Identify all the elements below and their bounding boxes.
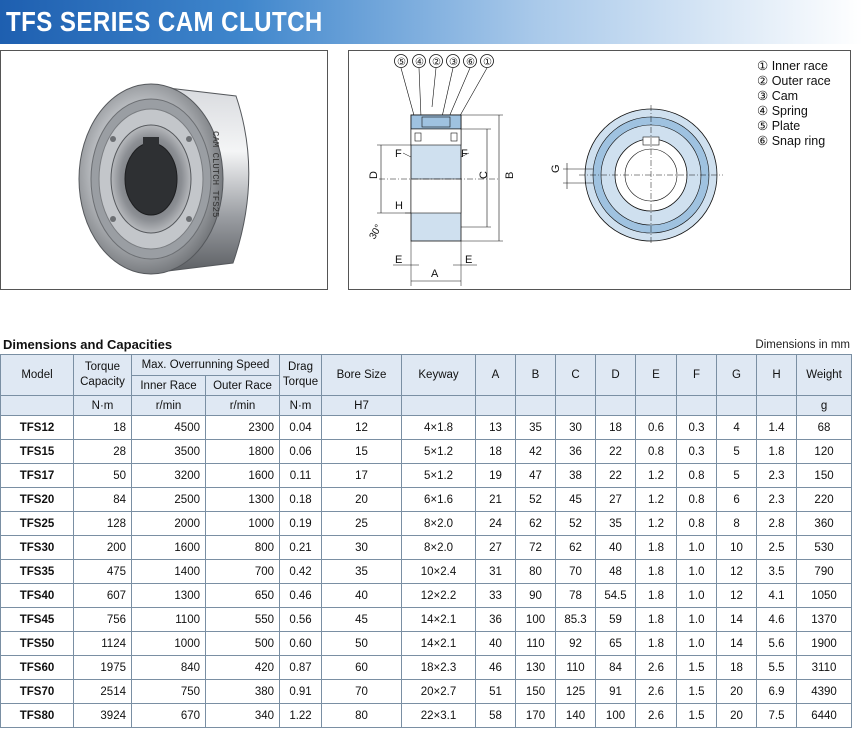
table-row [1,560,852,584]
value-cell: 4 [717,416,757,440]
value-cell: 90 [516,584,556,608]
value-cell: 18 [717,656,757,680]
model-cell: TFS45 [1,608,74,632]
unit-drag: N·m [280,396,322,416]
legend-item: ④ Spring [757,104,808,118]
value-cell: 35 [596,512,636,536]
value-cell: 30 [556,416,596,440]
value-cell: 35 [516,416,556,440]
unit-bore: H7 [322,396,402,416]
unit-E [636,396,677,416]
value-cell: 27 [596,488,636,512]
value-cell: 85.3 [556,608,596,632]
value-cell: 5 [717,464,757,488]
header-F: F [677,355,717,396]
value-cell: 0.21 [280,536,322,560]
value-cell: 1.4 [757,416,797,440]
value-cell: 14×2.1 [402,632,476,656]
value-cell: 27 [476,536,516,560]
value-cell: 17 [322,464,402,488]
legend-item: ⑥ Snap ring [757,134,826,148]
unit-torque: N·m [74,396,132,416]
dim-F-left: F [395,148,402,160]
model-cell: TFS80 [1,704,74,728]
value-cell: 0.8 [677,488,717,512]
photo-engraving: CAM CLUTCH TFS25 [210,131,220,218]
value-cell: 790 [797,560,852,584]
table-row [1,584,852,608]
value-cell: 0.6 [636,416,677,440]
value-cell: 1.2 [636,464,677,488]
callout-5: ⑤ [397,57,406,68]
header-B: B [516,355,556,396]
unit-C [556,396,596,416]
value-cell: 2300 [206,416,280,440]
value-cell: 62 [516,512,556,536]
table-body [1,416,852,728]
legend-item: ③ Cam [757,89,799,103]
value-cell: 58 [476,704,516,728]
parts-legend [757,59,831,149]
value-cell: 52 [516,488,556,512]
value-cell: 1.5 [677,680,717,704]
value-cell: 6 [717,488,757,512]
value-cell: 36 [556,440,596,464]
value-cell: 840 [132,656,206,680]
value-cell: 1.0 [677,584,717,608]
value-cell: 0.19 [280,512,322,536]
value-cell: 0.56 [280,608,322,632]
legend-item: ① Inner race [757,59,828,73]
header-model: Model [1,355,74,396]
value-cell: 5×1.2 [402,440,476,464]
value-cell: 2.3 [757,488,797,512]
value-cell: 33 [476,584,516,608]
header-A: A [476,355,516,396]
dim-A: A [431,268,439,280]
value-cell: 24 [476,512,516,536]
front-view [550,105,723,245]
value-cell: 800 [206,536,280,560]
technical-drawing [348,50,851,290]
value-cell: 19 [476,464,516,488]
header-D: D [596,355,636,396]
value-cell: 2500 [132,488,206,512]
value-cell: 2.5 [757,536,797,560]
legend-item: ⑤ Plate [757,119,801,133]
value-cell: 14 [717,632,757,656]
value-cell: 125 [556,680,596,704]
value-cell: 0.60 [280,632,322,656]
callout-1: ① [483,57,492,68]
dim-E-right: E [465,254,473,266]
value-cell: 1600 [206,464,280,488]
model-cell: TFS40 [1,584,74,608]
value-cell: 1000 [132,632,206,656]
value-cell: 1.8 [636,608,677,632]
value-cell: 65 [596,632,636,656]
header-bore: Bore Size [322,355,402,396]
model-cell: TFS30 [1,536,74,560]
value-cell: 0.42 [280,560,322,584]
value-cell: 128 [74,512,132,536]
value-cell: 20×2.7 [402,680,476,704]
value-cell: 2.6 [636,680,677,704]
value-cell: 1.0 [677,560,717,584]
value-cell: 1100 [132,608,206,632]
value-cell: 45 [556,488,596,512]
value-cell: 62 [556,536,596,560]
value-cell: 6×1.6 [402,488,476,512]
value-cell: 50 [322,632,402,656]
value-cell: 5.5 [757,656,797,680]
value-cell: 70 [556,560,596,584]
value-cell: 1900 [797,632,852,656]
value-cell: 1975 [74,656,132,680]
value-cell: 1.5 [677,656,717,680]
value-cell: 40 [476,632,516,656]
dimensions-table [0,354,852,728]
value-cell: 4.6 [757,608,797,632]
value-cell: 170 [516,704,556,728]
value-cell: 1800 [206,440,280,464]
value-cell: 40 [322,584,402,608]
header-outer-race: Outer Race [206,376,280,396]
value-cell: 607 [74,584,132,608]
value-cell: 80 [516,560,556,584]
dim-E-left: E [395,254,403,266]
legend-item: ② Outer race [757,74,831,88]
value-cell: 670 [132,704,206,728]
value-cell: 1.0 [677,632,717,656]
value-cell: 550 [206,608,280,632]
value-cell: 0.8 [636,440,677,464]
value-cell: 5.6 [757,632,797,656]
callout-3: ③ [449,57,458,68]
value-cell: 51 [476,680,516,704]
value-cell: 8×2.0 [402,512,476,536]
value-cell: 1.8 [636,584,677,608]
value-cell: 110 [516,632,556,656]
value-cell: 12 [717,584,757,608]
value-cell: 1.22 [280,704,322,728]
value-cell: 650 [206,584,280,608]
product-photo-frame [0,50,328,290]
dim-H: H [395,200,403,212]
value-cell: 500 [206,632,280,656]
value-cell: 0.91 [280,680,322,704]
value-cell: 15 [322,440,402,464]
value-cell: 1300 [206,488,280,512]
value-cell: 110 [556,656,596,680]
value-cell: 6.9 [757,680,797,704]
value-cell: 340 [206,704,280,728]
value-cell: 700 [206,560,280,584]
value-cell: 70 [322,680,402,704]
value-cell: 1.0 [677,536,717,560]
value-cell: 8×2.0 [402,536,476,560]
value-cell: 1370 [797,608,852,632]
value-cell: 54.5 [596,584,636,608]
value-cell: 10 [717,536,757,560]
value-cell: 18 [74,416,132,440]
value-cell: 1050 [797,584,852,608]
callout-6: ⑥ [466,57,475,68]
value-cell: 140 [556,704,596,728]
table-row [1,536,852,560]
value-cell: 84 [74,488,132,512]
dim-C: C [478,171,490,179]
value-cell: 1.8 [636,632,677,656]
value-cell: 2.3 [757,464,797,488]
header-keyway: Keyway [402,355,476,396]
value-cell: 18 [596,416,636,440]
value-cell: 475 [74,560,132,584]
value-cell: 2514 [74,680,132,704]
value-cell: 4×1.8 [402,416,476,440]
value-cell: 1.2 [636,488,677,512]
value-cell: 530 [797,536,852,560]
value-cell: 0.3 [677,440,717,464]
model-cell: TFS60 [1,656,74,680]
value-cell: 150 [516,680,556,704]
model-cell: TFS70 [1,680,74,704]
value-cell: 3500 [132,440,206,464]
value-cell: 360 [797,512,852,536]
value-cell: 35 [322,560,402,584]
value-cell: 46 [476,656,516,680]
value-cell: 0.04 [280,416,322,440]
value-cell: 130 [516,656,556,680]
value-cell: 756 [74,608,132,632]
title-banner [0,0,863,44]
table-row [1,512,852,536]
model-cell: TFS35 [1,560,74,584]
value-cell: 1.8 [757,440,797,464]
value-cell: 1.2 [636,512,677,536]
table-row [1,680,852,704]
value-cell: 38 [556,464,596,488]
value-cell: 100 [516,608,556,632]
callout-4: ④ [415,57,424,68]
value-cell: 6440 [797,704,852,728]
cam-clutch-photo [1,51,327,289]
value-cell: 750 [132,680,206,704]
value-cell: 59 [596,608,636,632]
part-callouts [395,55,494,122]
value-cell: 21 [476,488,516,512]
value-cell: 30 [322,536,402,560]
header-H: H [757,355,797,396]
table-row [1,632,852,656]
value-cell: 1.8 [636,536,677,560]
value-cell: 45 [322,608,402,632]
value-cell: 0.3 [677,416,717,440]
unit-F [677,396,717,416]
header-E: E [636,355,677,396]
value-cell: 100 [596,704,636,728]
header-torque: Torque Capacity [74,355,132,396]
value-cell: 3924 [74,704,132,728]
model-cell: TFS20 [1,488,74,512]
dim-F-right: F [461,148,468,160]
value-cell: 42 [516,440,556,464]
value-cell: 22 [596,464,636,488]
value-cell: 1600 [132,536,206,560]
header-inner-race: Inner Race [132,376,206,396]
model-cell: TFS50 [1,632,74,656]
value-cell: 25 [322,512,402,536]
value-cell: 14 [717,608,757,632]
unit-A [476,396,516,416]
value-cell: 13 [476,416,516,440]
value-cell: 0.8 [677,512,717,536]
unit-D [596,396,636,416]
value-cell: 78 [556,584,596,608]
value-cell: 10×2.4 [402,560,476,584]
unit-model [1,396,74,416]
value-cell: 22 [596,440,636,464]
header-C: C [556,355,596,396]
value-cell: 380 [206,680,280,704]
value-cell: 18×2.3 [402,656,476,680]
value-cell: 1000 [206,512,280,536]
value-cell: 91 [596,680,636,704]
dim-D: D [368,171,380,179]
callout-2: ② [432,57,441,68]
value-cell: 20 [717,680,757,704]
units-note: Dimensions in mm [755,339,850,351]
value-cell: 120 [797,440,852,464]
unit-inner-race: r/min [132,396,206,416]
table-row [1,464,852,488]
table-row [1,704,852,728]
value-cell: 12 [717,560,757,584]
value-cell: 1.0 [677,608,717,632]
value-cell: 84 [596,656,636,680]
value-cell: 18 [476,440,516,464]
model-cell: TFS12 [1,416,74,440]
value-cell: 52 [556,512,596,536]
value-cell: 3.5 [757,560,797,584]
value-cell: 48 [596,560,636,584]
value-cell: 3110 [797,656,852,680]
value-cell: 68 [797,416,852,440]
value-cell: 20 [717,704,757,728]
value-cell: 1124 [74,632,132,656]
header-G: G [717,355,757,396]
value-cell: 36 [476,608,516,632]
dim-G: G [550,164,562,173]
value-cell: 7.5 [757,704,797,728]
unit-G [717,396,757,416]
value-cell: 50 [74,464,132,488]
table-row [1,488,852,512]
unit-H [757,396,797,416]
header-overrun: Max. Overrunning Speed [132,355,280,376]
value-cell: 4.1 [757,584,797,608]
value-cell: 3200 [132,464,206,488]
value-cell: 20 [322,488,402,512]
table-row [1,656,852,680]
value-cell: 92 [556,632,596,656]
header-weight: Weight [797,355,852,396]
value-cell: 0.18 [280,488,322,512]
value-cell: 5 [717,440,757,464]
value-cell: 420 [206,656,280,680]
unit-keyway [402,396,476,416]
model-cell: TFS25 [1,512,74,536]
value-cell: 72 [516,536,556,560]
value-cell: 0.06 [280,440,322,464]
unit-weight: g [797,396,852,416]
value-cell: 31 [476,560,516,584]
value-cell: 12 [322,416,402,440]
table-row [1,440,852,464]
table-row [1,416,852,440]
model-cell: TFS17 [1,464,74,488]
value-cell: 22×3.1 [402,704,476,728]
value-cell: 47 [516,464,556,488]
value-cell: 28 [74,440,132,464]
header-drag: Drag Torque [280,355,322,396]
value-cell: 2.6 [636,704,677,728]
value-cell: 4390 [797,680,852,704]
value-cell: 40 [596,536,636,560]
unit-B [516,396,556,416]
model-cell: TFS15 [1,440,74,464]
value-cell: 2.6 [636,656,677,680]
table-row [1,608,852,632]
value-cell: 1300 [132,584,206,608]
value-cell: 2.8 [757,512,797,536]
unit-outer-race: r/min [206,396,280,416]
page-title: TFS SERIES CAM CLUTCH [6,6,323,37]
value-cell: 80 [322,704,402,728]
value-cell: 0.46 [280,584,322,608]
value-cell: 12×2.2 [402,584,476,608]
value-cell: 1.8 [636,560,677,584]
value-cell: 200 [74,536,132,560]
dim-angle: 30° [367,222,385,242]
value-cell: 220 [797,488,852,512]
value-cell: 0.11 [280,464,322,488]
value-cell: 5×1.2 [402,464,476,488]
value-cell: 150 [797,464,852,488]
value-cell: 0.87 [280,656,322,680]
value-cell: 2000 [132,512,206,536]
value-cell: 14×2.1 [402,608,476,632]
value-cell: 60 [322,656,402,680]
value-cell: 4500 [132,416,206,440]
value-cell: 0.8 [677,464,717,488]
value-cell: 8 [717,512,757,536]
value-cell: 1400 [132,560,206,584]
section-title: Dimensions and Capacities [3,337,173,352]
dim-B: B [504,171,516,179]
value-cell: 1.5 [677,704,717,728]
